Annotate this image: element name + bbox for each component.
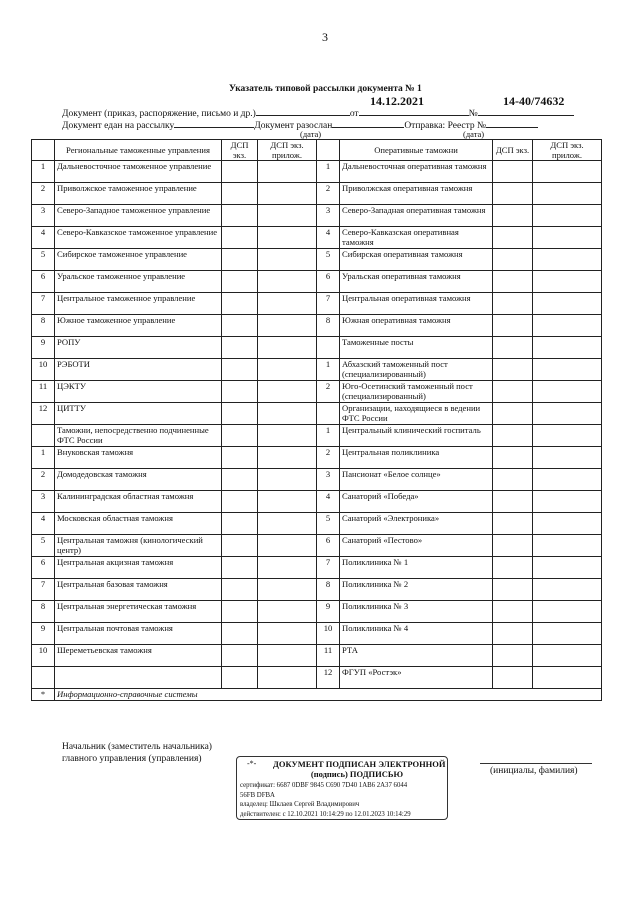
left-row-number: 8 bbox=[32, 601, 55, 623]
left-row-number bbox=[32, 425, 55, 447]
document-title: Указатель типовой рассылки документа № 1 bbox=[229, 84, 422, 94]
right-row-name: Центральная оперативная таможня bbox=[340, 293, 493, 315]
stamp-header-line2: (подпись) ПОДПИСЬЮ bbox=[310, 769, 404, 779]
col-num-right bbox=[317, 140, 340, 161]
document-number: 14-40/74632 bbox=[503, 94, 565, 108]
right-row-name: ФГУП «Ростэк» bbox=[340, 667, 493, 689]
e-signature-stamp bbox=[236, 756, 448, 820]
right-dsp-pril-cell bbox=[533, 293, 602, 315]
stamp-validity: действителен: с 12.10.2021 10:14:29 по 12.01.2023 10:14:29 bbox=[240, 810, 411, 818]
right-dsp-ekz-cell bbox=[493, 403, 533, 425]
right-row-name: Поликлиника № 2 bbox=[340, 579, 493, 601]
left-dsp-ekz-cell bbox=[222, 315, 258, 337]
table-row bbox=[32, 293, 602, 315]
right-row-name: Абхазский таможенный пост (специализированный) bbox=[340, 359, 493, 381]
right-dsp-ekz-cell bbox=[493, 535, 533, 557]
left-row-name: Северо-Кавказское таможенное управление bbox=[55, 227, 222, 249]
right-row-name: Уральская оперативная таможня bbox=[340, 271, 493, 293]
stamp-header-line1: ДОКУМЕНТ ПОДПИСАН ЭЛЕКТРОННОЙ bbox=[273, 759, 446, 769]
right-dsp-pril-cell bbox=[533, 227, 602, 249]
left-row-name bbox=[55, 667, 222, 689]
left-dsp-ekz-cell bbox=[222, 381, 258, 403]
col-regional-header: Региональные таможенные управления bbox=[55, 140, 222, 161]
page-number: 3 bbox=[322, 30, 328, 44]
left-dsp-pril-cell bbox=[258, 447, 317, 469]
left-dsp-pril-cell bbox=[258, 667, 317, 689]
table-row bbox=[32, 557, 602, 579]
left-dsp-pril-cell bbox=[258, 579, 317, 601]
left-dsp-ekz-cell bbox=[222, 645, 258, 667]
left-dsp-ekz-cell bbox=[222, 249, 258, 271]
distributed-label: Документ разослан bbox=[254, 121, 333, 131]
left-dsp-ekz-cell bbox=[222, 271, 258, 293]
left-row-name: Шереметьевская таможня bbox=[55, 645, 222, 667]
right-row-number: 4 bbox=[317, 491, 340, 513]
right-row-name: Сибирская оперативная таможня bbox=[340, 249, 493, 271]
right-dsp-ekz-cell bbox=[493, 447, 533, 469]
table-row bbox=[32, 667, 602, 689]
right-dsp-pril-cell bbox=[533, 491, 602, 513]
right-row-name: Поликлиника № 3 bbox=[340, 601, 493, 623]
right-row-number: 6 bbox=[317, 535, 340, 557]
left-dsp-ekz-cell bbox=[222, 491, 258, 513]
table-row bbox=[32, 623, 602, 645]
col-operational-header: Оперативные таможни bbox=[340, 140, 493, 161]
right-row-name: Южная оперативная таможня bbox=[340, 315, 493, 337]
left-row-number: 11 bbox=[32, 381, 55, 403]
col-dsp-pril-left: ДСП экз. прилож. bbox=[258, 140, 317, 161]
left-row-number: 12 bbox=[32, 403, 55, 425]
right-row-number: 4 bbox=[317, 227, 340, 249]
right-row-number: 2 bbox=[317, 381, 340, 403]
right-dsp-pril-cell bbox=[533, 645, 602, 667]
left-dsp-ekz-cell bbox=[222, 183, 258, 205]
right-row-number: 7 bbox=[317, 293, 340, 315]
right-dsp-ekz-cell bbox=[493, 293, 533, 315]
left-row-name: Центральная энергетическая таможня bbox=[55, 601, 222, 623]
right-row-number: 10 bbox=[317, 623, 340, 645]
right-row-name: Пансионат «Белое солнце» bbox=[340, 469, 493, 491]
stamp-mark: -*- bbox=[247, 759, 257, 768]
right-row-number: 9 bbox=[317, 601, 340, 623]
right-dsp-pril-cell bbox=[533, 535, 602, 557]
left-dsp-pril-cell bbox=[258, 271, 317, 293]
right-row-name: РТА bbox=[340, 645, 493, 667]
left-row-number: 1 bbox=[32, 447, 55, 469]
right-row-name: Юго-Осетинский таможенный пост (специализированный) bbox=[340, 381, 493, 403]
right-row-name: Центральный клинический госпиталь bbox=[340, 425, 493, 447]
right-dsp-pril-cell bbox=[533, 623, 602, 645]
col-num-left bbox=[32, 140, 55, 161]
stamp-owner: владелец: Шклаев Сергей Владимирович bbox=[240, 801, 360, 809]
stamp-body bbox=[240, 781, 411, 819]
table-row bbox=[32, 535, 602, 557]
table-row bbox=[32, 513, 602, 535]
footnote-text: Информационно-справочные системы bbox=[55, 689, 602, 701]
left-dsp-pril-cell bbox=[258, 227, 317, 249]
left-row-number: 3 bbox=[32, 205, 55, 227]
left-row-number: 10 bbox=[32, 359, 55, 381]
right-row-name: Поликлиника № 1 bbox=[340, 557, 493, 579]
right-row-number: 3 bbox=[317, 205, 340, 227]
right-row-name: Санаторий «Победа» bbox=[340, 491, 493, 513]
left-row-name: Центральная акцизная таможня bbox=[55, 557, 222, 579]
table-row bbox=[32, 381, 602, 403]
left-row-name: Московская областная таможня bbox=[55, 513, 222, 535]
right-row-name: Таможенные посты bbox=[340, 337, 493, 359]
right-dsp-ekz-cell bbox=[493, 623, 533, 645]
right-dsp-pril-cell bbox=[533, 183, 602, 205]
table-row bbox=[32, 359, 602, 381]
left-row-name: Внуковская таможня bbox=[55, 447, 222, 469]
ot-label: от bbox=[349, 109, 359, 119]
right-dsp-ekz-cell bbox=[493, 161, 533, 183]
left-row-name: РЭБОТИ bbox=[55, 359, 222, 381]
left-row-name: Центральная почтовая таможня bbox=[55, 623, 222, 645]
left-row-number: 3 bbox=[32, 491, 55, 513]
right-row-name: Дальневосточная оперативная таможня bbox=[340, 161, 493, 183]
right-dsp-pril-cell bbox=[533, 403, 602, 425]
table-row bbox=[32, 491, 602, 513]
right-dsp-pril-cell bbox=[533, 513, 602, 535]
signatory-title: Начальник (заместитель начальника) главного управления (управления) bbox=[62, 742, 212, 764]
table-row bbox=[32, 183, 602, 205]
left-dsp-ekz-cell bbox=[222, 601, 258, 623]
left-dsp-pril-cell bbox=[258, 337, 317, 359]
left-dsp-ekz-cell bbox=[222, 579, 258, 601]
right-dsp-ekz-cell bbox=[493, 469, 533, 491]
left-row-number: 4 bbox=[32, 513, 55, 535]
right-dsp-ekz-cell bbox=[493, 359, 533, 381]
left-dsp-pril-cell bbox=[258, 381, 317, 403]
left-row-number: 5 bbox=[32, 535, 55, 557]
left-dsp-pril-cell bbox=[258, 403, 317, 425]
right-dsp-ekz-cell bbox=[493, 425, 533, 447]
right-row-number: 12 bbox=[317, 667, 340, 689]
left-row-name: Уральское таможенное управление bbox=[55, 271, 222, 293]
left-row-name: Сибирское таможенное управление bbox=[55, 249, 222, 271]
date-caption-2: (дата) bbox=[463, 129, 485, 139]
right-row-number: 6 bbox=[317, 271, 340, 293]
left-row-name: Таможни, непосредственно подчиненные ФТС России bbox=[55, 425, 222, 447]
left-dsp-ekz-cell bbox=[222, 535, 258, 557]
left-dsp-ekz-cell bbox=[222, 425, 258, 447]
right-dsp-ekz-cell bbox=[493, 645, 533, 667]
registry-label: Отправка: Реестр № bbox=[404, 121, 487, 131]
left-row-name: РОПУ bbox=[55, 337, 222, 359]
right-dsp-pril-cell bbox=[533, 337, 602, 359]
left-dsp-pril-cell bbox=[258, 645, 317, 667]
left-row-number: 1 bbox=[32, 161, 55, 183]
left-row-number: 7 bbox=[32, 293, 55, 315]
left-dsp-pril-cell bbox=[258, 315, 317, 337]
table-row bbox=[32, 579, 602, 601]
left-row-number: 7 bbox=[32, 579, 55, 601]
left-row-name: Центральная базовая таможня bbox=[55, 579, 222, 601]
right-row-number bbox=[317, 337, 340, 359]
stamp-cert-line1: сертификат: 6687 0DBF 9845 C690 7D40 1AB6 2A37 6044 bbox=[240, 782, 408, 789]
table-row bbox=[32, 227, 602, 249]
left-row-name: Центральная таможня (кинологический центр) bbox=[55, 535, 222, 557]
right-row-number bbox=[317, 403, 340, 425]
right-dsp-ekz-cell bbox=[493, 491, 533, 513]
right-dsp-ekz-cell bbox=[493, 227, 533, 249]
right-row-number: 5 bbox=[317, 249, 340, 271]
left-row-number: 9 bbox=[32, 337, 55, 359]
stamp-header bbox=[273, 759, 446, 779]
right-dsp-ekz-cell bbox=[493, 381, 533, 403]
table-row bbox=[32, 271, 602, 293]
table-row bbox=[32, 645, 602, 667]
right-dsp-pril-cell bbox=[533, 271, 602, 293]
right-dsp-pril-cell bbox=[533, 249, 602, 271]
left-row-name: Центральное таможенное управление bbox=[55, 293, 222, 315]
distribution-table bbox=[31, 139, 602, 701]
left-row-name: Южное таможенное управление bbox=[55, 315, 222, 337]
left-dsp-ekz-cell bbox=[222, 293, 258, 315]
left-row-number: 9 bbox=[32, 623, 55, 645]
left-row-name: Дальневосточное таможенное управление bbox=[55, 161, 222, 183]
right-row-name: Организации, находящиеся в ведении ФТС России bbox=[340, 403, 493, 425]
right-row-name: Поликлиника № 4 bbox=[340, 623, 493, 645]
right-dsp-pril-cell bbox=[533, 381, 602, 403]
right-row-name: Северо-Кавказская оперативная таможня bbox=[340, 227, 493, 249]
right-dsp-pril-cell bbox=[533, 579, 602, 601]
left-dsp-ekz-cell bbox=[222, 161, 258, 183]
left-dsp-ekz-cell bbox=[222, 359, 258, 381]
right-row-name: Северо-Западная оперативная таможня bbox=[340, 205, 493, 227]
left-dsp-pril-cell bbox=[258, 623, 317, 645]
initials-caption: (инициалы, фамилия) bbox=[490, 766, 578, 776]
right-row-number: 11 bbox=[317, 645, 340, 667]
left-row-number: 2 bbox=[32, 469, 55, 491]
right-row-number: 2 bbox=[317, 447, 340, 469]
doc-type-label: Документ (приказ, распоряжение, письмо и др.) bbox=[62, 109, 256, 119]
right-dsp-ekz-cell bbox=[493, 271, 533, 293]
right-dsp-ekz-cell bbox=[493, 205, 533, 227]
col-dsp-ekz-left: ДСП экз. bbox=[222, 140, 258, 161]
right-dsp-pril-cell bbox=[533, 359, 602, 381]
table-row bbox=[32, 403, 602, 425]
left-dsp-pril-cell bbox=[258, 491, 317, 513]
table-row bbox=[32, 337, 602, 359]
right-dsp-ekz-cell bbox=[493, 557, 533, 579]
table-row bbox=[32, 447, 602, 469]
right-row-number: 1 bbox=[317, 161, 340, 183]
stamp-cert-line2: 56FB DFBA bbox=[240, 791, 275, 799]
table-row bbox=[32, 601, 602, 623]
footnote-mark: * bbox=[32, 689, 55, 701]
right-dsp-pril-cell bbox=[533, 425, 602, 447]
left-row-number: 6 bbox=[32, 271, 55, 293]
left-dsp-pril-cell bbox=[258, 535, 317, 557]
left-dsp-ekz-cell bbox=[222, 337, 258, 359]
table-row bbox=[32, 249, 602, 271]
left-dsp-ekz-cell bbox=[222, 227, 258, 249]
left-row-number: 10 bbox=[32, 645, 55, 667]
left-dsp-pril-cell bbox=[258, 557, 317, 579]
right-dsp-ekz-cell bbox=[493, 579, 533, 601]
initials-underline bbox=[480, 763, 592, 764]
right-row-name: Санаторий «Электроника» bbox=[340, 513, 493, 535]
left-row-number: 4 bbox=[32, 227, 55, 249]
left-dsp-ekz-cell bbox=[222, 513, 258, 535]
sent-label: Документ едан на рассылку bbox=[62, 121, 175, 131]
right-row-name: Приволжская оперативная таможня bbox=[340, 183, 493, 205]
right-dsp-pril-cell bbox=[533, 205, 602, 227]
col-dsp-pril-right: ДСП экз. прилож. bbox=[533, 140, 602, 161]
right-dsp-ekz-cell bbox=[493, 315, 533, 337]
left-dsp-ekz-cell bbox=[222, 557, 258, 579]
left-dsp-ekz-cell bbox=[222, 447, 258, 469]
right-row-name: Центральная поликлиника bbox=[340, 447, 493, 469]
left-dsp-pril-cell bbox=[258, 513, 317, 535]
right-row-number: 1 bbox=[317, 359, 340, 381]
right-dsp-ekz-cell bbox=[493, 337, 533, 359]
right-row-number: 1 bbox=[317, 425, 340, 447]
right-row-number: 8 bbox=[317, 315, 340, 337]
left-dsp-pril-cell bbox=[258, 425, 317, 447]
left-row-name: ЦЭКТУ bbox=[55, 381, 222, 403]
left-row-name: Домодедовская таможня bbox=[55, 469, 222, 491]
left-dsp-pril-cell bbox=[258, 161, 317, 183]
no-label: № bbox=[468, 109, 478, 119]
right-row-number: 2 bbox=[317, 183, 340, 205]
right-dsp-ekz-cell bbox=[493, 513, 533, 535]
left-dsp-pril-cell bbox=[258, 205, 317, 227]
left-dsp-pril-cell bbox=[258, 249, 317, 271]
left-dsp-pril-cell bbox=[258, 359, 317, 381]
left-row-name: Северо-Западное таможенное управление bbox=[55, 205, 222, 227]
right-dsp-pril-cell bbox=[533, 315, 602, 337]
right-dsp-ekz-cell bbox=[493, 183, 533, 205]
table-row bbox=[32, 469, 602, 491]
left-dsp-ekz-cell bbox=[222, 403, 258, 425]
right-dsp-pril-cell bbox=[533, 161, 602, 183]
left-dsp-pril-cell bbox=[258, 469, 317, 491]
left-row-number: 6 bbox=[32, 557, 55, 579]
table-row bbox=[32, 315, 602, 337]
table-row bbox=[32, 425, 602, 447]
left-row-number: 2 bbox=[32, 183, 55, 205]
right-dsp-ekz-cell bbox=[493, 667, 533, 689]
left-row-name: Приволжское таможенное управление bbox=[55, 183, 222, 205]
right-dsp-pril-cell bbox=[533, 601, 602, 623]
right-row-name: Санаторий «Пестово» bbox=[340, 535, 493, 557]
right-dsp-ekz-cell bbox=[493, 601, 533, 623]
document-date: 14.12.2021 bbox=[370, 94, 424, 108]
right-row-number: 5 bbox=[317, 513, 340, 535]
left-dsp-ekz-cell bbox=[222, 623, 258, 645]
right-dsp-pril-cell bbox=[533, 667, 602, 689]
right-row-number: 3 bbox=[317, 469, 340, 491]
left-row-number: 8 bbox=[32, 315, 55, 337]
left-dsp-ekz-cell bbox=[222, 205, 258, 227]
right-dsp-ekz-cell bbox=[493, 249, 533, 271]
table-row bbox=[32, 205, 602, 227]
left-dsp-ekz-cell bbox=[222, 469, 258, 491]
right-row-number: 7 bbox=[317, 557, 340, 579]
left-row-number: 5 bbox=[32, 249, 55, 271]
left-row-name: Калининградская областная таможня bbox=[55, 491, 222, 513]
left-row-number bbox=[32, 667, 55, 689]
right-row-number: 8 bbox=[317, 579, 340, 601]
right-dsp-pril-cell bbox=[533, 469, 602, 491]
left-dsp-pril-cell bbox=[258, 183, 317, 205]
left-dsp-ekz-cell bbox=[222, 667, 258, 689]
left-row-name: ЦИТТУ bbox=[55, 403, 222, 425]
left-dsp-pril-cell bbox=[258, 293, 317, 315]
left-dsp-pril-cell bbox=[258, 601, 317, 623]
table-row bbox=[32, 161, 602, 183]
col-dsp-ekz-right: ДСП экз. bbox=[493, 140, 533, 161]
right-dsp-pril-cell bbox=[533, 447, 602, 469]
right-dsp-pril-cell bbox=[533, 557, 602, 579]
date-caption-1: (дата) bbox=[300, 129, 322, 139]
